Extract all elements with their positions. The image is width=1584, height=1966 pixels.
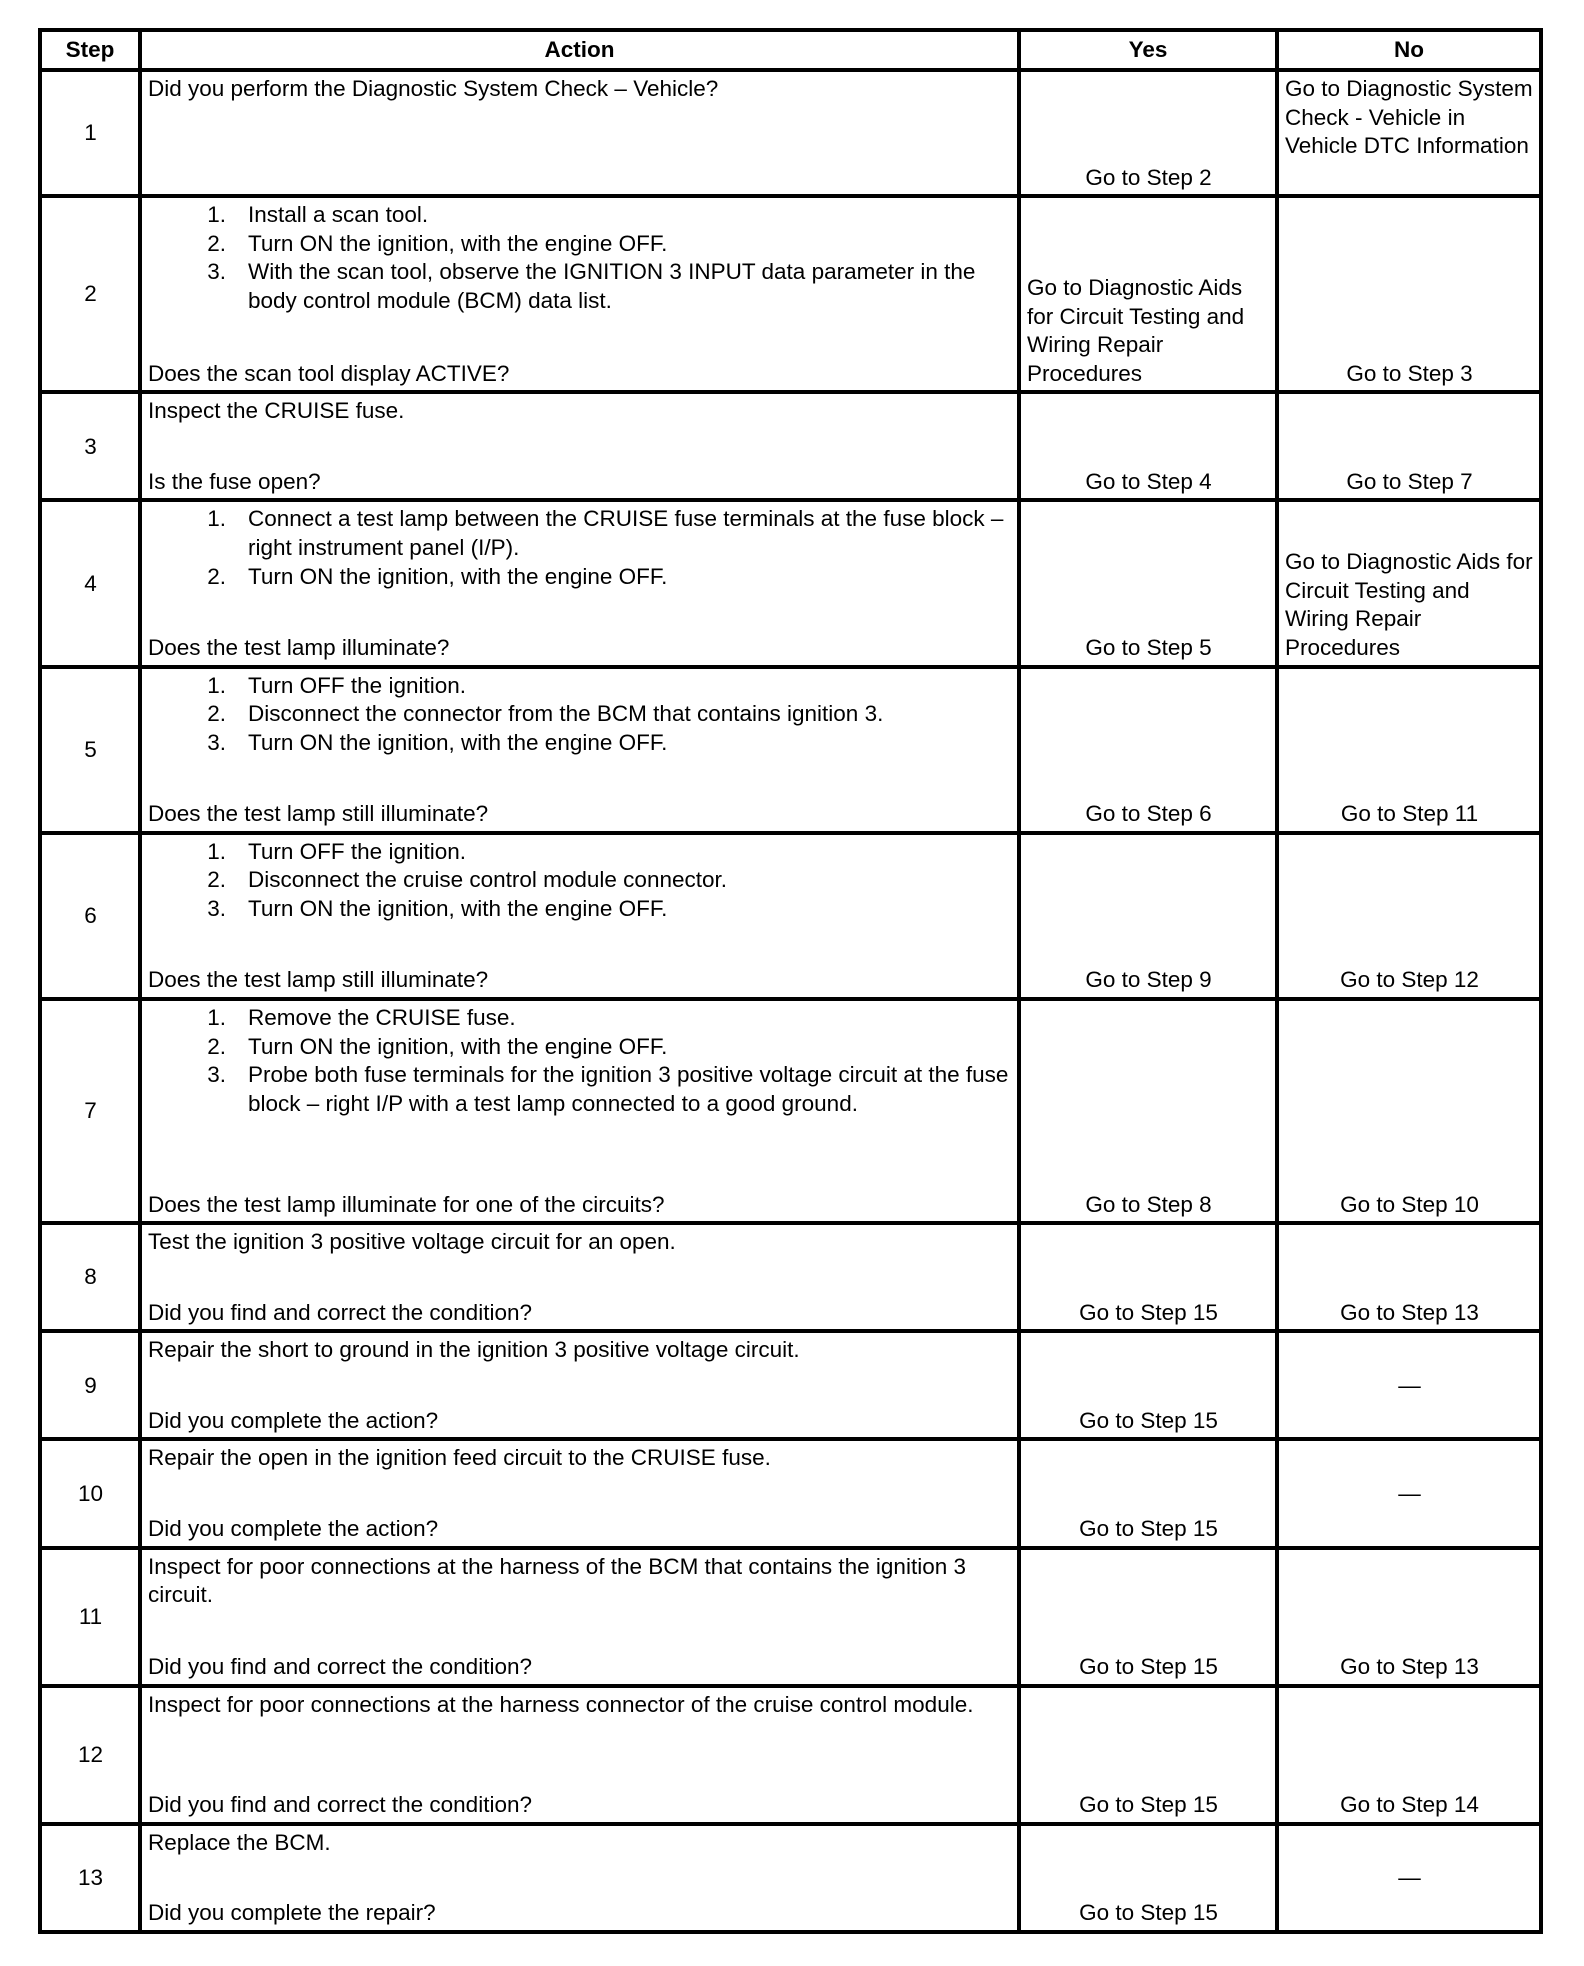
action-cell — [140, 667, 1019, 833]
table-row — [40, 1548, 1541, 1686]
no-cell: Go to Step 14 — [1277, 1686, 1541, 1824]
header-step: Step — [40, 30, 140, 70]
table-row — [40, 833, 1541, 999]
yes-cell: Go to Step 15 — [1019, 1548, 1277, 1686]
step-number: 5 — [40, 667, 140, 833]
action-question: Does the test lamp illuminate? — [148, 635, 450, 661]
step-number: 4 — [40, 500, 140, 666]
action-cell — [140, 1548, 1019, 1686]
table-row — [40, 1223, 1541, 1331]
no-cell: Go to Step 11 — [1277, 667, 1541, 833]
action-cell — [140, 1439, 1019, 1547]
yes-cell: Go to Diagnostic Aids for Circuit Testing and Wiring Repair Procedures — [1019, 196, 1277, 392]
yes-cell: Go to Step 15 — [1019, 1439, 1277, 1547]
action-question: Did you find and correct the condition? — [148, 1792, 532, 1818]
table-row — [40, 500, 1541, 666]
action-question: Does the test lamp still illuminate? — [148, 801, 489, 827]
action-intro: Repair the open in the ignition feed circuit to the CRUISE fuse. — [148, 1445, 771, 1471]
no-cell: Go to Step 3 — [1277, 196, 1541, 392]
action-intro: Test the ignition 3 positive voltage circuit for an open. — [148, 1229, 676, 1255]
action-cell — [140, 196, 1019, 392]
yes-cell: Go to Step 5 — [1019, 500, 1277, 666]
list-item: 1. Remove the CRUISE fuse. — [207, 1004, 516, 1030]
no-cell: Go to Step 13 — [1277, 1548, 1541, 1686]
table-row — [40, 196, 1541, 392]
step-number: 2 — [40, 196, 140, 392]
action-question: Did you find and correct the condition? — [148, 1299, 532, 1325]
header-action: Action — [140, 30, 1019, 70]
list-item: 3. Turn ON the ignition, with the engine OFF. — [207, 729, 668, 755]
no-cell: Go to Diagnostic System Check - Vehicle in Vehicle DTC Information — [1277, 70, 1541, 196]
no-cell: Go to Diagnostic Aids for Circuit Testing and Wiring Repair Procedures — [1277, 500, 1541, 666]
action-intro: Inspect for poor connections at the harness connector of the cruise control module. — [148, 1691, 974, 1717]
list-item: 1. Turn OFF the ignition. — [207, 672, 467, 698]
step-number: 3 — [40, 392, 140, 500]
action-intro: Replace the BCM. — [148, 1829, 331, 1855]
diagnostic-table — [38, 28, 1543, 1934]
yes-cell: Go to Step 2 — [1019, 70, 1277, 196]
step-number: 9 — [40, 1331, 140, 1439]
action-cell — [140, 1824, 1019, 1932]
table-row — [40, 1439, 1541, 1547]
header-yes: Yes — [1019, 30, 1277, 70]
action-cell — [140, 1331, 1019, 1439]
list-item: 1. Connect a test lamp between the CRUISE fuse terminals at the fuse block – right instrument panel (I/P). — [207, 506, 1004, 560]
table-row — [40, 1824, 1541, 1932]
no-cell: — — [1277, 1439, 1541, 1547]
list-item: 3. Probe both fuse terminals for the ignition 3 positive voltage circuit at the fuse block – right I/P with a test lamp connected to a good ground. — [207, 1062, 1009, 1116]
yes-cell: Go to Step 15 — [1019, 1223, 1277, 1331]
action-question: Did you complete the repair? — [148, 1900, 436, 1926]
step-number: 7 — [40, 999, 140, 1223]
action-question: Did you find and correct the condition? — [148, 1654, 532, 1680]
action-steps — [148, 1004, 1012, 1118]
list-item: 2. Disconnect the cruise control module connector. — [207, 867, 728, 893]
step-number: 6 — [40, 833, 140, 999]
action-intro: Repair the short to ground in the ignition 3 positive voltage circuit. — [148, 1337, 800, 1363]
yes-cell: Go to Step 15 — [1019, 1331, 1277, 1439]
step-number: 12 — [40, 1686, 140, 1824]
action-question: Did you complete the action? — [148, 1515, 439, 1541]
no-cell: Go to Step 7 — [1277, 392, 1541, 500]
table-row — [40, 70, 1541, 196]
table-row — [40, 999, 1541, 1223]
action-question: Does the test lamp illuminate for one of the circuits? — [148, 1191, 665, 1217]
action-question: Is the fuse open? — [148, 468, 321, 494]
action-steps — [148, 201, 1012, 315]
step-number: 10 — [40, 1439, 140, 1547]
list-item: 1. Turn OFF the ignition. — [207, 838, 467, 864]
action-cell — [140, 1223, 1019, 1331]
yes-cell: Go to Step 6 — [1019, 667, 1277, 833]
list-item: 2. Turn ON the ignition, with the engine OFF. — [207, 1033, 668, 1059]
no-cell: — — [1277, 1331, 1541, 1439]
action-intro: Inspect the CRUISE fuse. — [148, 398, 405, 424]
yes-cell: Go to Step 8 — [1019, 999, 1277, 1223]
list-item: 1. Install a scan tool. — [207, 202, 429, 228]
yes-cell: Go to Step 4 — [1019, 392, 1277, 500]
action-cell — [140, 500, 1019, 666]
no-cell: Go to Step 12 — [1277, 833, 1541, 999]
action-question: Does the scan tool display ACTIVE? — [148, 360, 510, 386]
yes-cell: Go to Step 15 — [1019, 1686, 1277, 1824]
no-cell: Go to Step 13 — [1277, 1223, 1541, 1331]
action-steps — [148, 838, 1012, 924]
step-number: 8 — [40, 1223, 140, 1331]
table-row — [40, 392, 1541, 500]
table-row — [40, 1331, 1541, 1439]
no-cell: — — [1277, 1824, 1541, 1932]
action-intro: Did you perform the Diagnostic System Check – Vehicle? — [148, 76, 719, 101]
action-steps — [148, 672, 1012, 758]
action-cell — [140, 70, 1019, 196]
action-cell — [140, 1686, 1019, 1824]
action-cell — [140, 392, 1019, 500]
no-cell: Go to Step 10 — [1277, 999, 1541, 1223]
action-question: Does the test lamp still illuminate? — [148, 967, 489, 993]
header-row — [40, 30, 1541, 70]
list-item: 2. Turn ON the ignition, with the engine OFF. — [207, 230, 668, 256]
table-row — [40, 1686, 1541, 1824]
list-item: 2. Disconnect the connector from the BCM that contains ignition 3. — [207, 701, 884, 727]
step-number: 1 — [40, 70, 140, 196]
table-row — [40, 667, 1541, 833]
header-no: No — [1277, 30, 1541, 70]
yes-cell: Go to Step 9 — [1019, 833, 1277, 999]
action-cell — [140, 833, 1019, 999]
step-number: 13 — [40, 1824, 140, 1932]
action-intro: Inspect for poor connections at the harness of the BCM that contains the ignition 3 circuit. — [148, 1553, 966, 1608]
list-item: 3. With the scan tool, observe the IGNITION 3 INPUT data parameter in the body control module (BCM) data list. — [207, 259, 976, 313]
yes-cell: Go to Step 15 — [1019, 1824, 1277, 1932]
action-question: Did you complete the action? — [148, 1407, 439, 1433]
action-steps — [148, 505, 1012, 591]
list-item: 2. Turn ON the ignition, with the engine OFF. — [207, 563, 668, 589]
action-cell — [140, 999, 1019, 1223]
list-item: 3. Turn ON the ignition, with the engine OFF. — [207, 895, 668, 921]
step-number: 11 — [40, 1548, 140, 1686]
